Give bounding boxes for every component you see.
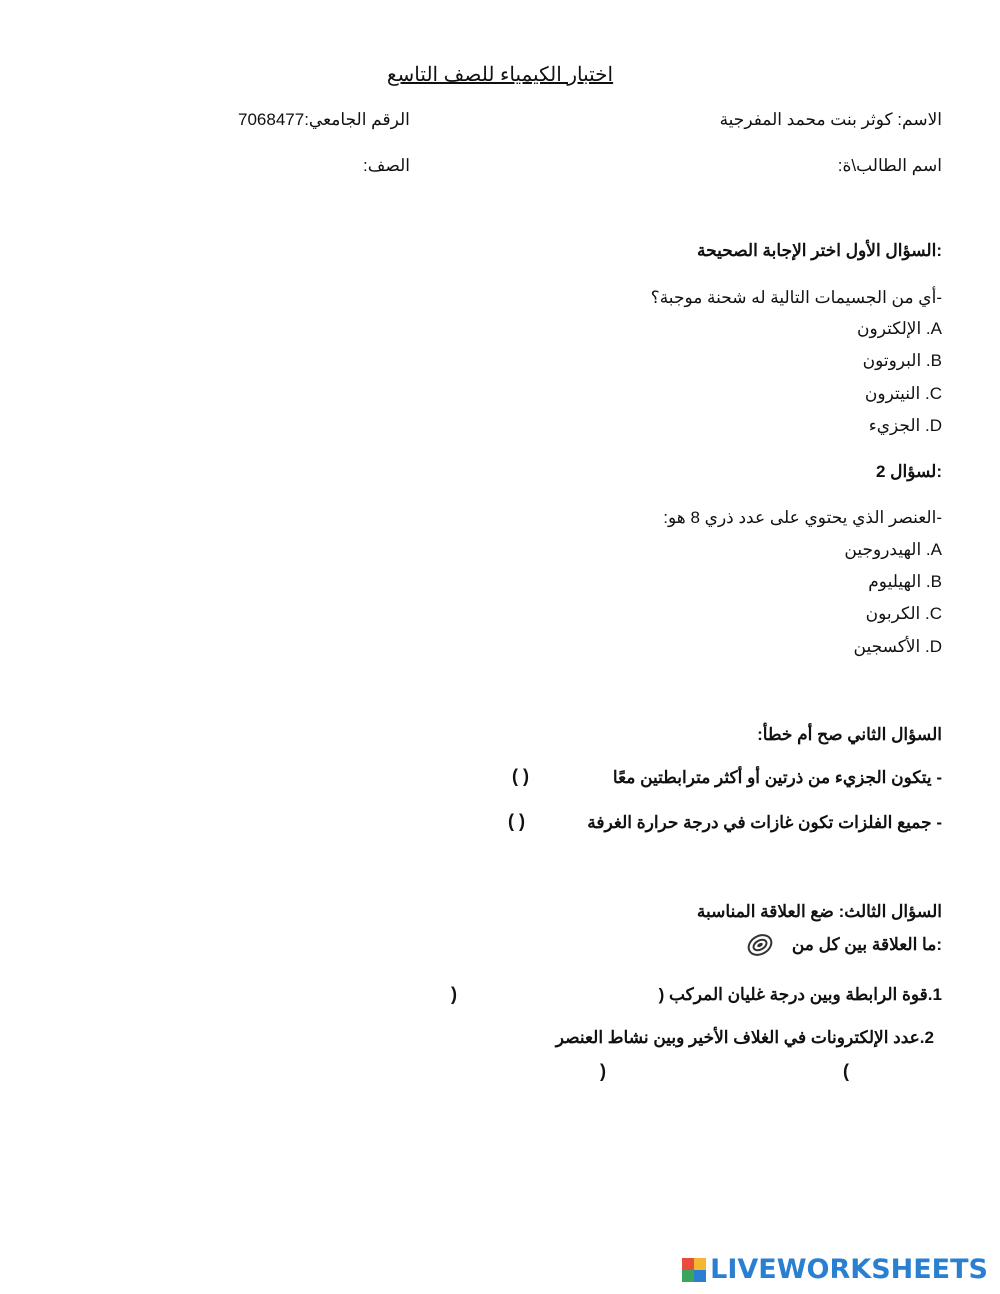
q1-option-c[interactable]: النيترون .C — [864, 384, 942, 403]
relation-subheading-row — [792, 935, 942, 955]
q1-option-d[interactable]: الجزيء .D — [868, 416, 942, 435]
true-false-answer-2[interactable]: ( ) — [508, 811, 525, 831]
relation-answer-2-close[interactable]: ) — [600, 1061, 606, 1081]
q2-option-a[interactable]: الهيدروجين .A — [844, 540, 942, 559]
q2-option-c[interactable]: الكربون .C — [865, 604, 942, 623]
relation-heading: السؤال الثالث: ضع العلاقة المناسبة — [696, 902, 942, 921]
q1-option-a[interactable]: الإلكترون .A — [857, 319, 942, 338]
relation-subheading: :ما العلاقة بين كل من — [791, 935, 942, 954]
student-name-line: الاسم: كوثر بنت محمد المفرجية — [719, 110, 942, 129]
student-id-line: الرقم الجامعي:7068477 — [238, 110, 410, 129]
worksheet-title: اختبار الكيمياء للصف التاسع — [386, 64, 614, 86]
true-false-item-2: - جميع الفلزات تكون غازات في درجة حرارة الغرفة — [587, 813, 942, 832]
question-2-heading: :لسؤال 2 — [875, 462, 942, 481]
logo-mark-icon — [682, 1258, 706, 1282]
true-false-answer-1[interactable]: ( ) — [512, 766, 529, 786]
student-label: اسم الطالب\ة: — [837, 156, 942, 175]
q1-option-b[interactable]: البروتون .B — [862, 351, 942, 370]
question-1-text: -أي من الجسيمات التالية له شحنة موجبة؟ — [650, 288, 942, 307]
class-label: الصف: — [363, 156, 410, 175]
true-false-item-1: - يتكون الجزيء من ذرتين أو أكثر مترابطتين معًا — [612, 768, 942, 787]
relation-item-2: 2.عدد الإلكترونات في الغلاف الأخير وبين نشاط العنصر — [555, 1028, 934, 1047]
question-2-text: -العنصر الذي يحتوي على عدد ذري 8 هو: — [663, 508, 942, 527]
q2-option-d[interactable]: الأكسجين .D — [853, 637, 942, 656]
liveworksheets-logo — [682, 1254, 988, 1285]
brand-name: LIVEWORKSHEETS — [710, 1254, 988, 1285]
q2-option-b[interactable]: الهيليوم .B — [868, 572, 942, 591]
question-1-heading: :السؤال الأول اختر الإجابة الصحيحة — [697, 241, 942, 260]
relation-item-1: 1.قوة الرابطة وبين درجة غليان المركب ( — [658, 985, 942, 1004]
relation-answer-2-open[interactable]: ( — [843, 1061, 849, 1081]
true-false-heading: السؤال الثاني صح أم خطأ: — [757, 725, 942, 744]
speaker-icon[interactable] — [746, 932, 774, 963]
relation-answer-1-close[interactable]: ) — [451, 984, 457, 1004]
